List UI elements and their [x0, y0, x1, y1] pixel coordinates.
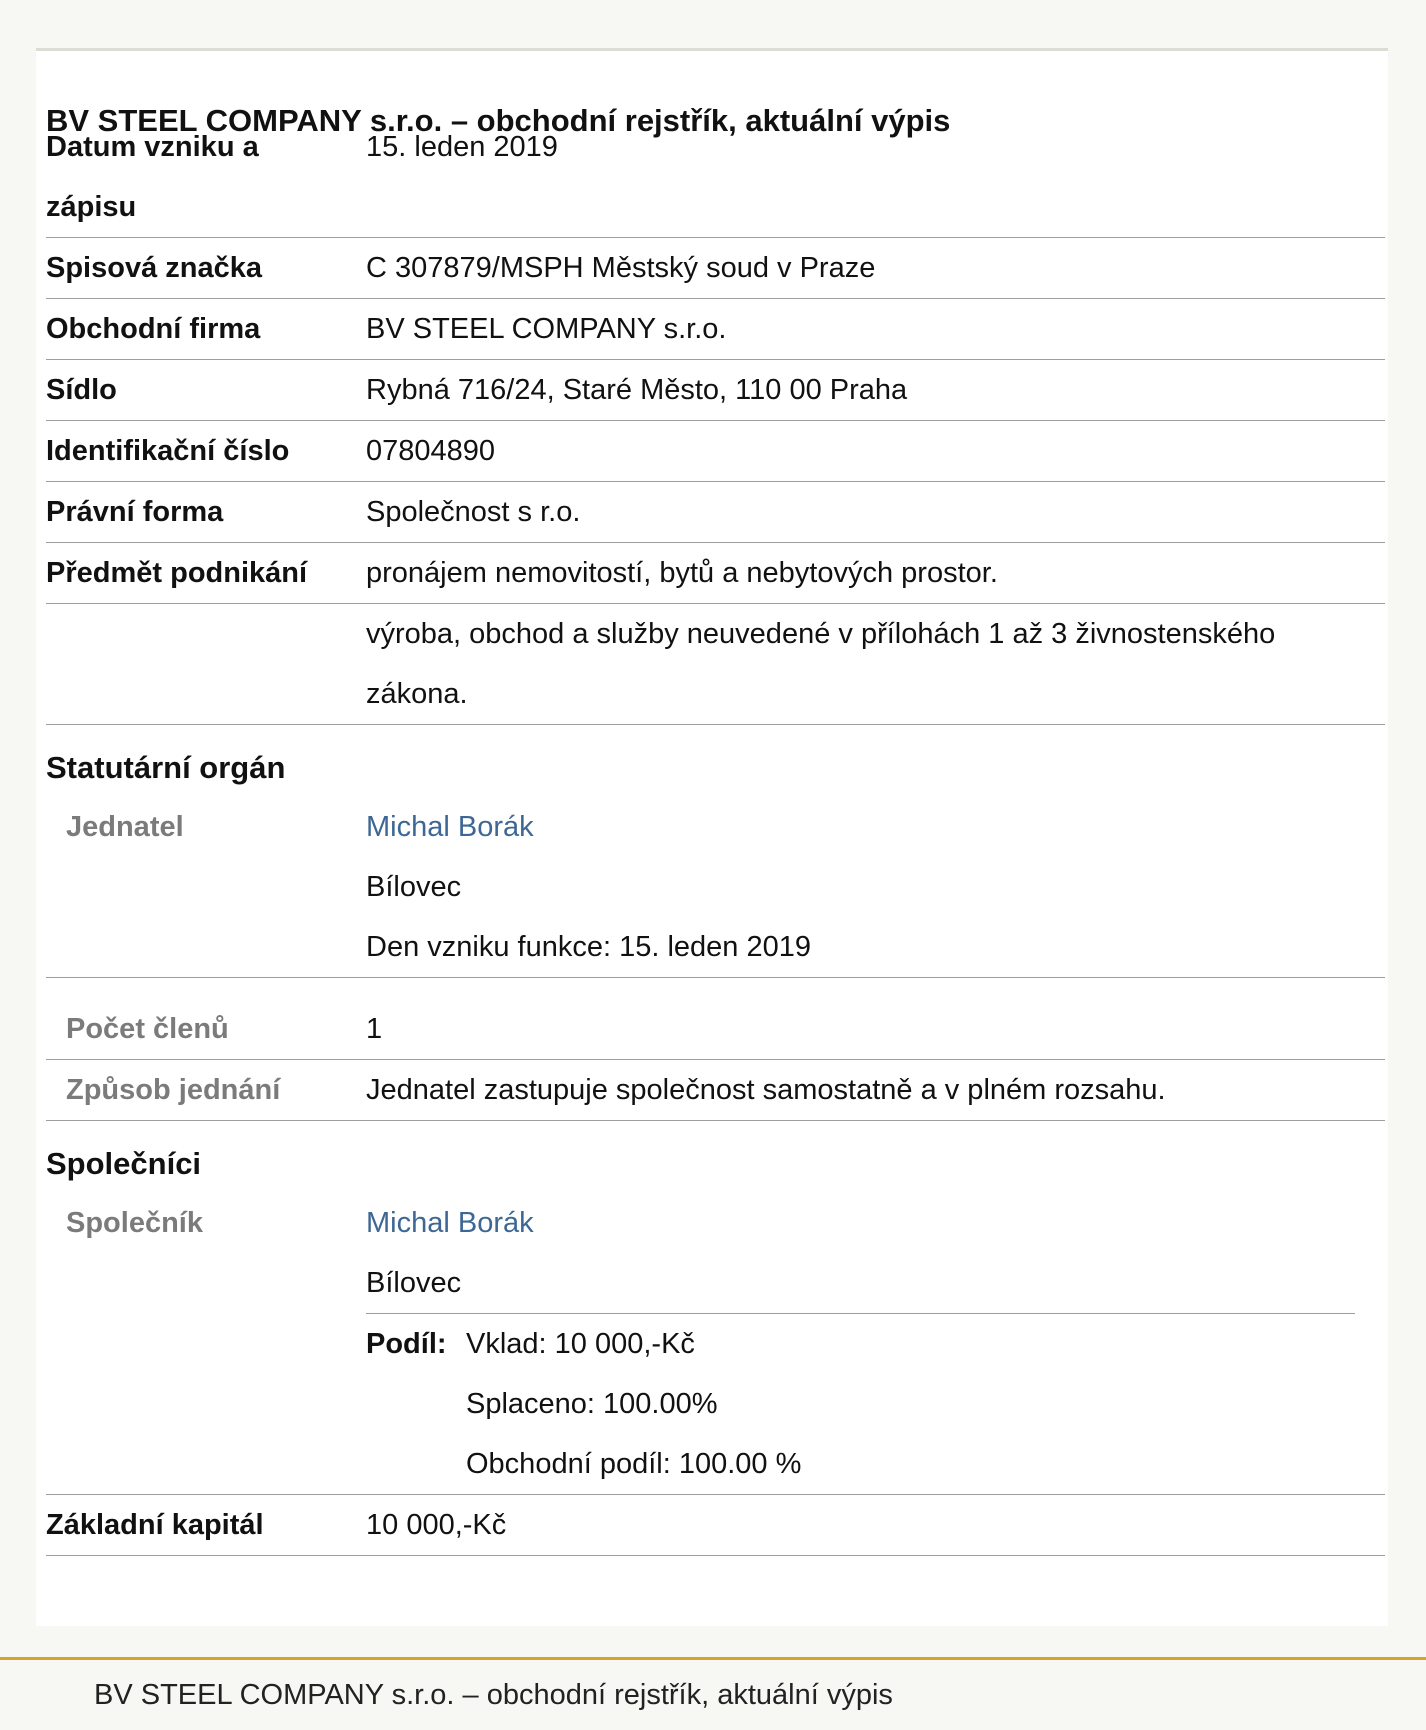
row-pocet	[46, 978, 1385, 1060]
page-title: BV STEEL COMPANY s.r.o. – obchodní rejstřík, aktuální výpis	[46, 103, 951, 138]
row-jednatel	[46, 797, 1385, 978]
register-content	[46, 51, 1385, 1556]
label-spolecnik: Společník	[66, 1207, 203, 1239]
value-predmet-2-line2: zákona.	[366, 678, 468, 710]
label-datum-line2: zápisu	[46, 191, 137, 223]
row-kapital	[46, 1495, 1385, 1556]
label-empty	[46, 604, 366, 724]
jednatel-since: Den vzniku funkce: 15. leden 2019	[366, 931, 811, 963]
row-forma	[46, 482, 1385, 543]
row-ico	[46, 421, 1385, 482]
value-datum: 15. leden 2019	[366, 131, 558, 163]
value-sidlo: Rybná 716/24, Staré Město, 110 00 Praha	[366, 374, 908, 406]
value-spolecnik	[366, 1193, 1385, 1494]
row-firma	[46, 299, 1385, 360]
value-forma: Společnost s r.o.	[366, 496, 581, 528]
podil-block	[366, 1313, 1355, 1494]
jednatel-name-link[interactable]: Michal Borák	[366, 811, 534, 843]
value-spis: C 307879/MSPH Městský soud v Praze	[366, 252, 876, 284]
spolecnik-name-link[interactable]: Michal Borák	[366, 1207, 534, 1239]
label-firma: Obchodní firma	[46, 313, 261, 345]
row-datum	[46, 117, 1385, 238]
label-predmet: Předmět podnikání	[46, 557, 308, 589]
podil-label: Podíl:	[366, 1328, 447, 1360]
row-predmet-2	[46, 604, 1385, 725]
label-forma: Právní forma	[46, 496, 224, 528]
podil-values	[466, 1314, 1355, 1494]
section-spolecnici: Společníci	[46, 1146, 202, 1181]
label-jednatel: Jednatel	[66, 811, 184, 843]
label-pocet: Počet členů	[66, 1013, 229, 1045]
value-predmet-2	[366, 604, 1385, 724]
label-kapital: Základní kapitál	[46, 1509, 264, 1541]
label-datum	[46, 117, 366, 237]
row-spis	[46, 238, 1385, 299]
section-statutarni: Statutární orgán	[46, 750, 286, 785]
value-zpusob: Jednatel zastupuje společnost samostatně a v plném rozsahu.	[366, 1074, 1166, 1106]
value-predmet-2-line1: výroba, obchod a služby neuvedené v přílohách 1 až 3 živnostenského	[366, 618, 1276, 650]
row-spolecnik	[46, 1193, 1385, 1495]
spolecnik-city: Bílovec	[366, 1267, 462, 1299]
row-sidlo	[46, 360, 1385, 421]
value-kapital: 10 000,-Kč	[366, 1509, 507, 1541]
value-jednatel	[366, 797, 1385, 977]
value-pocet: 1	[366, 1013, 383, 1045]
podil-obchodni: Obchodní podíl: 100.00 %	[466, 1448, 802, 1480]
value-firma: BV STEEL COMPANY s.r.o.	[366, 313, 727, 345]
footer-text: BV STEEL COMPANY s.r.o. – obchodní rejstřík, aktuální výpis	[94, 1679, 893, 1711]
row-zpusob	[46, 1060, 1385, 1121]
row-predmet	[46, 543, 1385, 604]
label-spis: Spisová značka	[46, 252, 262, 284]
label-sidlo: Sídlo	[46, 374, 117, 406]
footer-rule	[0, 1657, 1426, 1660]
jednatel-city: Bílovec	[366, 871, 462, 903]
label-datum-line1: Datum vzniku a	[46, 131, 259, 163]
label-zpusob: Způsob jednání	[66, 1074, 281, 1106]
value-predmet-1: pronájem nemovitostí, bytů a nebytových prostor.	[366, 557, 998, 589]
register-card	[36, 48, 1388, 1626]
podil-splaceno: Splaceno: 100.00%	[466, 1388, 718, 1420]
podil-vklad: Vklad: 10 000,-Kč	[466, 1328, 695, 1360]
value-ico: 07804890	[366, 435, 496, 467]
label-ico: Identifikační číslo	[46, 435, 290, 467]
